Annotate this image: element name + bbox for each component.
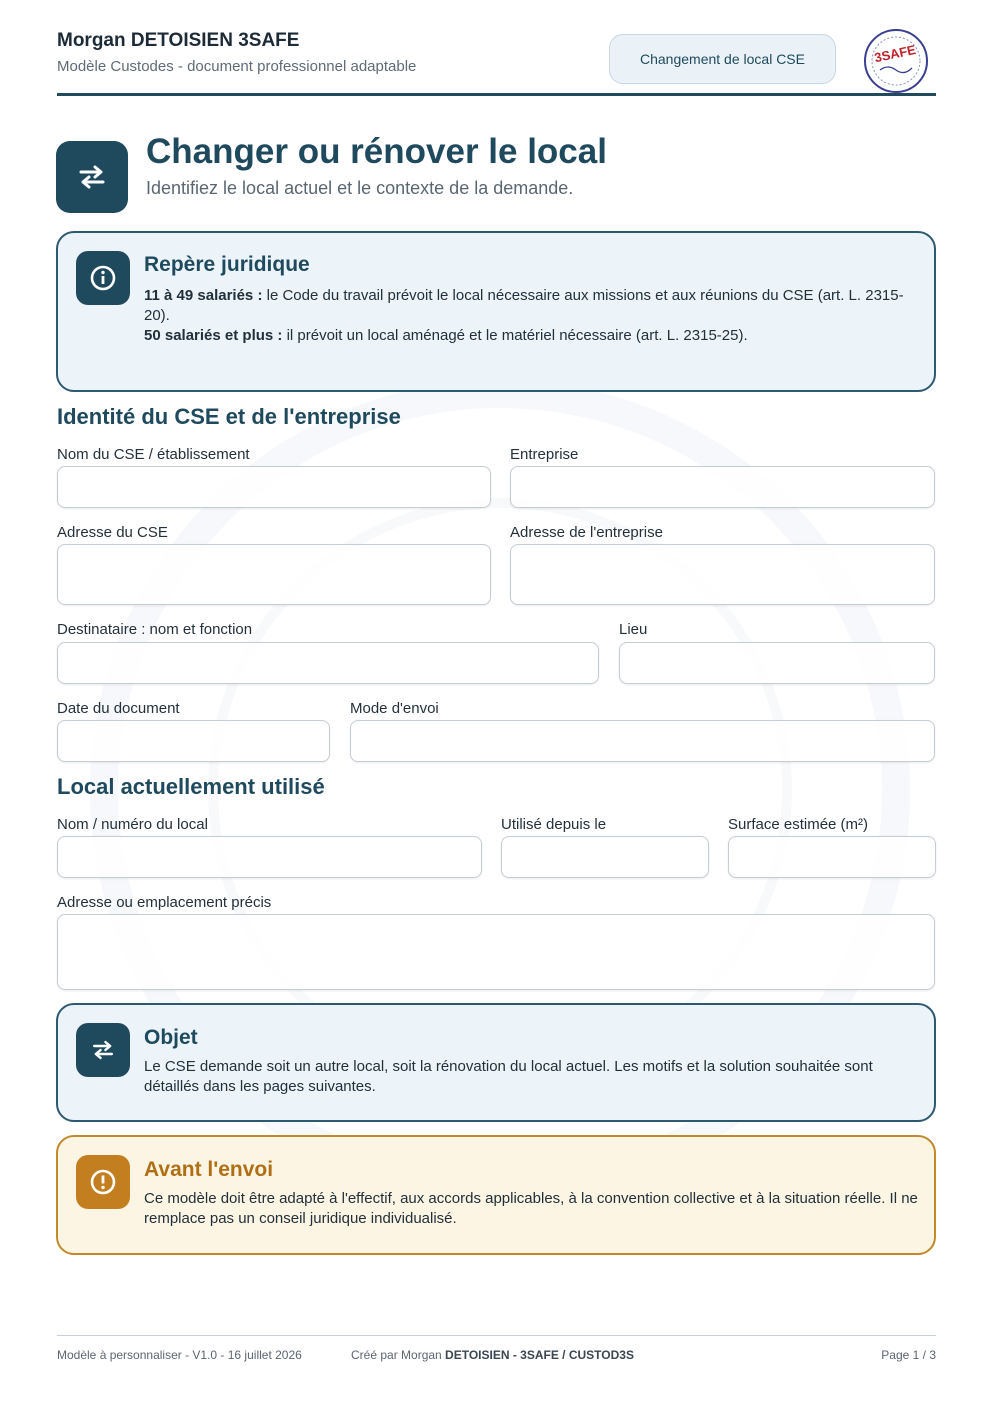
legal-line2-bold: 50 salariés et plus : xyxy=(144,327,283,344)
company-field[interactable] xyxy=(510,466,935,508)
footer-credits-prefix: Créé par Morgan xyxy=(351,1348,446,1362)
object-title: Objet xyxy=(144,1026,198,1049)
recipient-label: Destinataire : nom et fonction xyxy=(57,621,253,638)
author-name: Morgan DETOISIEN 3SAFE xyxy=(57,30,300,51)
used-since-label: Utilisé depuis le xyxy=(501,816,607,833)
company-address-label: Adresse de l'entreprise xyxy=(510,524,663,541)
identity-section-heading: Identité du CSE et de l'entreprise xyxy=(57,404,401,429)
legal-callout xyxy=(56,231,936,392)
cse-name-field[interactable] xyxy=(57,466,491,508)
local-name-label: Nom / numéro du local xyxy=(57,816,208,833)
cse-address-label: Adresse du CSE xyxy=(57,524,168,541)
company-address-field[interactable] xyxy=(510,544,935,605)
warning-text: Ce modèle doit être adapté à l'effectif, aux accords applicables, à la convention collective et à la situation réelle. Il ne remplace pas un conseil juridique individualisé. xyxy=(144,1190,918,1227)
date-field[interactable] xyxy=(57,720,330,762)
legal-text xyxy=(144,286,918,346)
place-field[interactable] xyxy=(619,642,935,684)
date-label: Date du document xyxy=(57,700,180,717)
cse-name-label: Nom du CSE / établissement xyxy=(57,446,250,463)
document-type-badge: Changement de local CSE xyxy=(609,34,836,84)
footer-credits-bold: DETOISIEN - 3SAFE / CUSTOD3S xyxy=(445,1348,634,1362)
header-subtitle: Modèle Custodes - document professionnel adaptable xyxy=(57,58,417,75)
page-number: Page 1 / 3 xyxy=(881,1348,936,1362)
place-label: Lieu xyxy=(619,621,648,638)
surface-label: Surface estimée (m²) xyxy=(728,816,869,833)
swap-arrows-icon xyxy=(76,1023,130,1077)
page-footer xyxy=(57,1335,936,1362)
object-callout xyxy=(56,1003,936,1122)
warning-callout xyxy=(56,1135,936,1255)
surface-field[interactable] xyxy=(728,836,936,878)
legal-line2-text: il prévoit un local aménagé et le matériel nécessaire (art. L. 2315-25). xyxy=(282,327,748,344)
footer-credits xyxy=(351,1348,634,1362)
legal-title: Repère juridique xyxy=(144,253,310,276)
page-title: Changer ou rénover le local xyxy=(146,132,607,171)
page-subtitle: Identifiez le local actuel et le contexte de la demande. xyxy=(146,178,574,198)
legal-line1-text: le Code du travail prévoit le local nécessaire aux missions et aux réunions du CSE (art. L. 2315-20). xyxy=(144,287,904,324)
local-section-heading: Local actuellement utilisé xyxy=(57,774,325,799)
alert-icon xyxy=(76,1155,130,1209)
send-mode-label: Mode d'envoi xyxy=(350,700,439,717)
send-mode-field[interactable] xyxy=(350,720,935,762)
recipient-field[interactable] xyxy=(57,642,599,684)
local-address-label: Adresse ou emplacement précis xyxy=(57,894,272,911)
object-text: Le CSE demande soit un autre local, soit la rénovation du local actuel. Les motifs et la solution souhaitée sont détaillés dans les pages suivantes. xyxy=(144,1058,873,1095)
info-icon xyxy=(76,251,130,305)
local-name-field[interactable] xyxy=(57,836,482,878)
legal-line1-bold: 11 à 49 salariés : xyxy=(144,287,263,304)
footer-version: Modèle à personnaliser - V1.0 - 16 juillet 2026 xyxy=(57,1348,302,1362)
company-label: Entreprise xyxy=(510,446,579,463)
used-since-field[interactable] xyxy=(501,836,709,878)
svg-text:3SAFE: 3SAFE xyxy=(873,41,918,66)
page-header xyxy=(57,28,936,96)
local-address-field[interactable] xyxy=(57,914,935,990)
company-logo xyxy=(856,28,936,94)
warning-title: Avant l'envoi xyxy=(144,1158,274,1181)
swap-arrows-icon xyxy=(56,141,128,213)
cse-address-field[interactable] xyxy=(57,544,491,605)
